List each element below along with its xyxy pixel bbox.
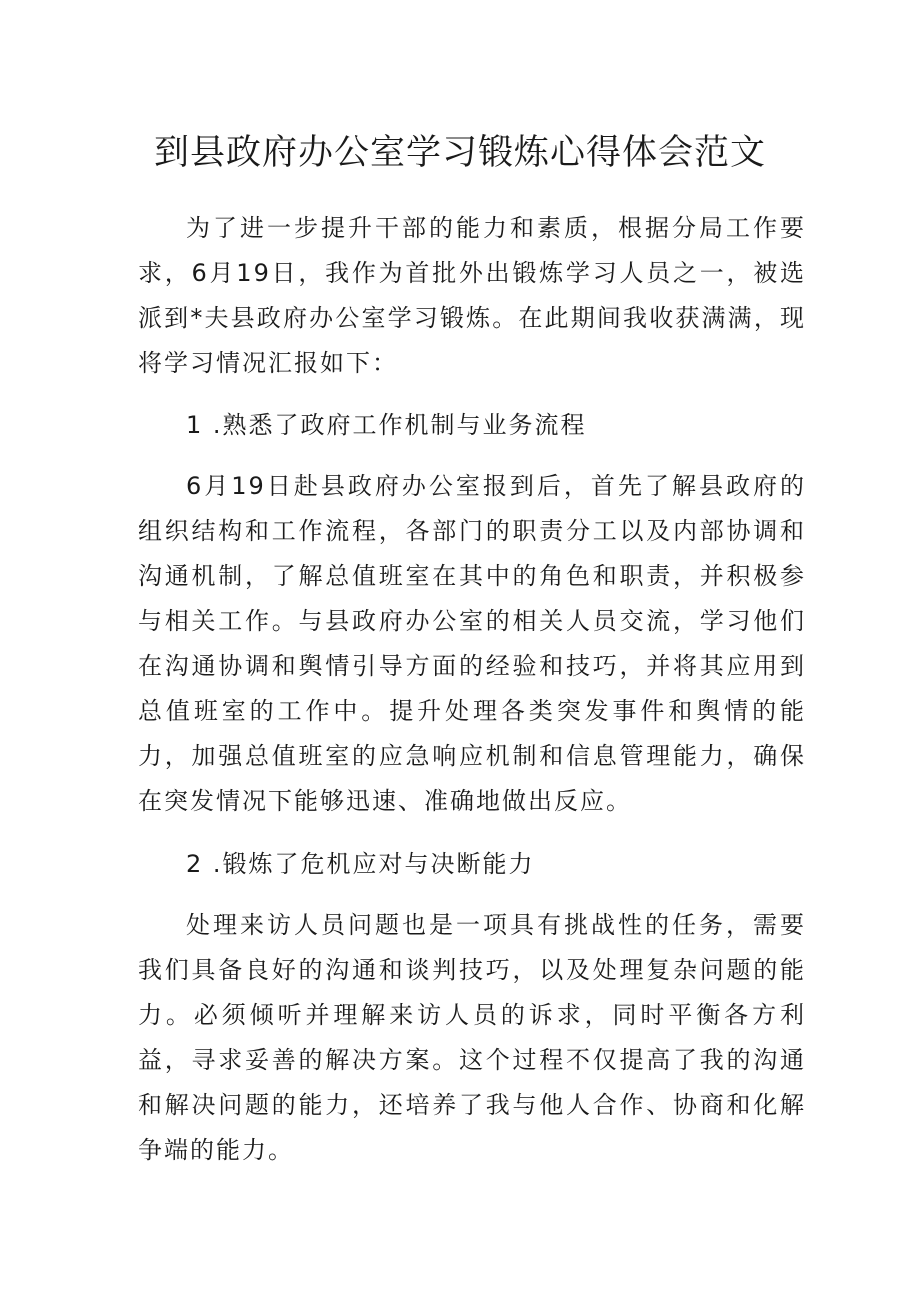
section-2-heading: 2 .锻炼了危机应对与决断能力 [186, 850, 535, 878]
section-1-heading: 1 .熟悉了政府工作机制与业务流程 [186, 411, 587, 439]
document-title: 到县政府办公室学习锻炼心得体会范文 [153, 133, 766, 173]
section-2-body: 处理来访人员问题也是一项具有挑战性的任务，需要我们具备良好的沟通和谈判技巧，以及处理复杂问题的能力。必须倾听并理解来访人员的诉求，同时平衡各方利益，寻求妥善的解决方案。这个过程不仅提高了我的沟通和解决问题的能力，还培养了我与他人合作、协商和化解争端的能力。 [138, 911, 806, 1164]
section-1-body: 6月19日赴县政府办公室报到后，首先了解县政府的组织结构和工作流程，各部门的职责分工以及内部协调和沟通机制，了解总值班室在其中的角色和职责，并积极参与相关工作。与县政府办公室的相关人员交流，学习他们在沟通协调和舆情引导方面的经验和技巧，并将其应用到总值班室的工作中。提升处理各类突发事件和舆情的能力，加强总值班室的应急响应机制和信息管理能力，确保在突发情况下能够迅速、准确地做出反应。 [138, 472, 806, 815]
intro-paragraph: 为了进一步提升干部的能力和素质，根据分局工作要求，6月19日，我作为首批外出锻炼学习人员之一，被选派到*夫县政府办公室学习锻炼。在此期间我收获满满，现将学习情况汇报如下： [138, 214, 806, 377]
